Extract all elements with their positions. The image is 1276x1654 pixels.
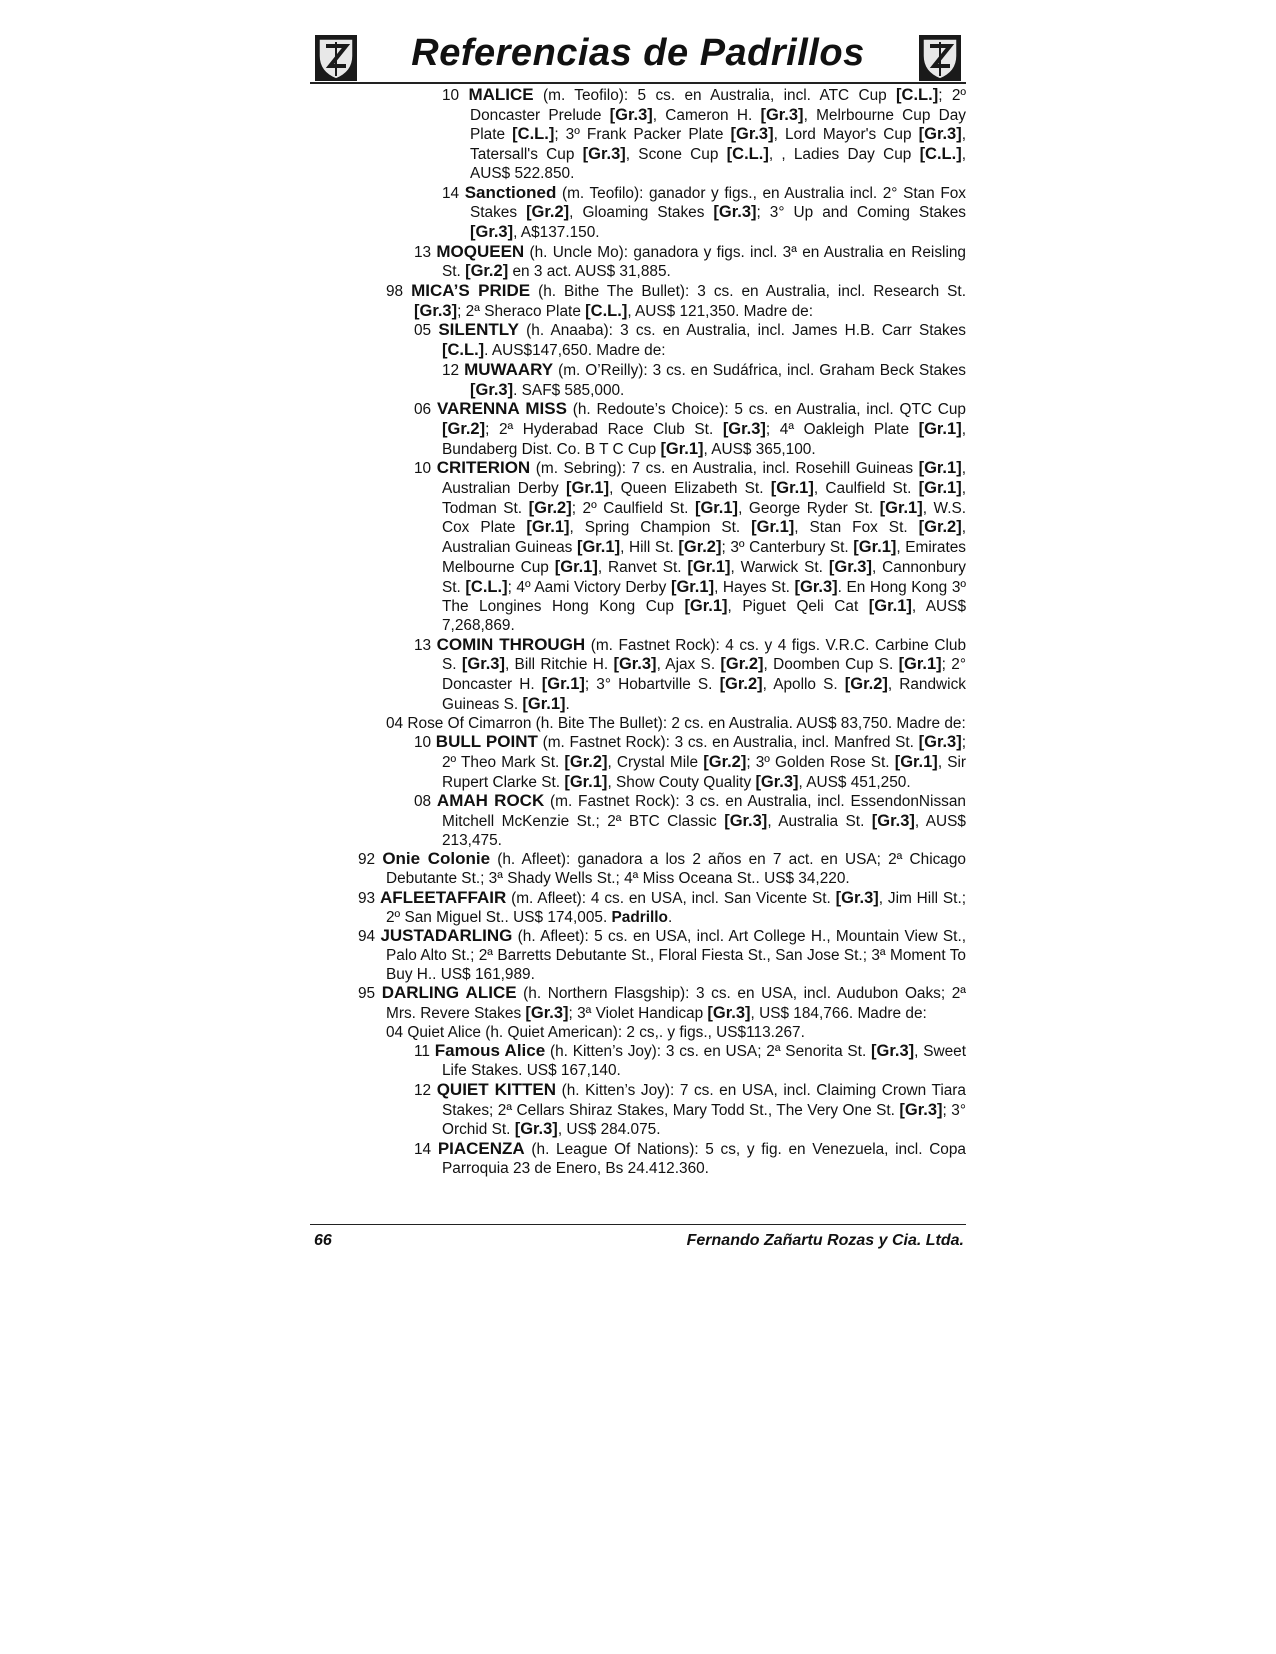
entry-text: 10 — [414, 460, 437, 478]
entry-text: ; 2ª Sheraco Plate — [457, 302, 586, 320]
logo-icon — [918, 34, 962, 82]
entry-text: , Jim Hill St.; 2º San Miguel St.. US$ 174,005. — [386, 889, 966, 926]
entry-text: , Bundaberg Dist. Co. B T C Cup — [442, 420, 966, 458]
entry-text: ; 3° Hobartville S. — [584, 676, 720, 694]
entry-text: , AUS$ 522.850. — [470, 146, 966, 182]
entry-text: 11 — [414, 1043, 435, 1061]
pedigree-entry — [358, 86, 966, 184]
horse-name: MUWAARY — [464, 359, 554, 379]
entry-text: , Warwick St. — [730, 558, 829, 576]
entry-text: , Australian Guineas — [442, 519, 966, 557]
entry-text: ; 2º Doncaster Prelude — [470, 87, 967, 124]
entry-text: , Piguet Qeli Cat — [727, 598, 869, 616]
horse-name: CRITERION — [436, 458, 531, 478]
entry-text: (m. Fastnet Rock): 4 cs. y 4 figs. V.R.C. Carbine Club S. — [442, 636, 966, 674]
entry-text: , Ajax S. — [656, 656, 721, 674]
entry-text: ; 2° Doncaster H. — [442, 656, 966, 694]
entry-text: ; 2º Theo Mark St. — [442, 734, 966, 771]
entry-text: . En Hong Kong 3º The Longines Hong Kong Cup — [442, 578, 967, 616]
entry-text: , Sir Rupert Clarke St. — [442, 753, 967, 791]
race-grade: [Gr.2] — [844, 675, 888, 694]
race-grade: [C.L.] — [585, 301, 628, 320]
race-grade: [Gr.2] — [678, 538, 722, 557]
race-grade: [Gr.3] — [470, 222, 514, 241]
entry-text: (h. League Of Nations): 5 cs, y fig. en Venezuela, incl. Copa Parroquia 23 de Enero, Bs 24.412.360. — [442, 1140, 966, 1177]
pedigree-entry — [358, 282, 966, 321]
race-grade: [C.L.] — [512, 125, 555, 144]
entry-text: , Cannonbury St. — [442, 558, 966, 596]
race-grade: [Gr.3] — [613, 655, 657, 674]
entry-text: 10 — [442, 87, 469, 104]
entry-text: , US$ 184,766. Madre de: — [750, 1005, 927, 1023]
race-grade: [Gr.2] — [918, 518, 962, 537]
entry-text: , Todman St. — [442, 480, 966, 517]
entry-text: , Stan Fox St. — [794, 519, 919, 537]
pedigree-entry — [358, 1140, 966, 1178]
entry-text: (h. Afleet): 5 cs. en USA, incl. Art College H., Mountain View St., Palo Alto St.; 2ª Barretts Debutante St., Floral Fiesta St., San Jose St.; 3ª Moment To Buy H.. US$ 161,989. — [386, 928, 966, 983]
race-grade: [C.L.] — [442, 341, 485, 360]
entry-text: ; 4º Aami Victory Derby — [507, 578, 671, 596]
entry-text: 13 — [414, 243, 437, 261]
race-grade: [Gr.1] — [564, 772, 608, 791]
race-grade: [Gr.3] — [730, 125, 774, 144]
race-grade: [C.L.] — [726, 145, 769, 164]
pedigree-entry — [358, 1024, 966, 1043]
entry-text: 14 — [442, 184, 465, 202]
pedigree-entry — [358, 321, 966, 360]
pedigree-entry — [358, 243, 966, 282]
entry-text: . — [667, 908, 673, 926]
pedigree-entry — [358, 889, 966, 927]
horse-name: Sanctioned — [464, 182, 557, 202]
entry-text: (m. Fastnet Rock): 3 cs. en Australia, incl. EssendonNissan Mitchell McKenzie St.; 2ª BTC Classic — [442, 793, 966, 831]
race-grade: [Gr.3] — [760, 105, 804, 124]
entry-text: , Sweet Life Stakes. US$ 167,140. — [442, 1043, 966, 1080]
race-grade: [Gr.2] — [703, 752, 747, 771]
entry-text: ; 4ª Oakleigh Plate — [765, 420, 919, 438]
pedigree-entry — [358, 792, 966, 850]
entry-text: , Hill St. — [620, 539, 679, 557]
entry-text: , US$ 284.075. — [557, 1121, 661, 1139]
race-grade: [C.L.] — [919, 145, 962, 164]
horse-name: AFLEETAFFAIR — [379, 887, 507, 907]
entry-text: 05 — [414, 322, 439, 340]
horse-name: MICA’S PRIDE — [411, 281, 531, 301]
race-grade: [Gr.1] — [918, 419, 962, 438]
pedigree-entry — [358, 733, 966, 792]
entry-text: (h. Afleet): ganadora a los 2 años en 7 act. en USA; 2ª Chicago Debutante St.; 3ª Shady Wells St.; 4ª Miss Oceana St.. US$ 34,220. — [386, 851, 966, 888]
entry-text: . SAF$ 585,000. — [513, 381, 625, 399]
race-grade: [Gr.1] — [684, 597, 728, 616]
race-grade: [Gr.1] — [868, 597, 912, 616]
race-grade: [Gr.3] — [722, 419, 766, 438]
entry-text: , Cameron H. — [652, 106, 761, 124]
entry-text: 92 — [358, 851, 383, 869]
entry-text: , Apollo S. — [762, 676, 845, 694]
race-grade: [Gr.3] — [918, 125, 962, 144]
horse-name: BULL POINT — [435, 732, 538, 752]
race-grade: [Gr.3] — [713, 203, 757, 222]
entry-text: , Tatersall's Cup — [470, 126, 966, 164]
entry-text: ; 3ª Violet Handicap — [568, 1005, 708, 1023]
entry-text: ; 3° Orchid St. — [442, 1101, 966, 1139]
race-grade: [Gr.3] — [609, 105, 653, 124]
race-grade: [Gr.3] — [470, 380, 514, 399]
page-number: 66 — [314, 1232, 332, 1249]
entry-text: , Gloaming Stakes — [569, 204, 714, 222]
entry-text: ; 3º Frank Packer Plate — [554, 126, 731, 144]
race-grade: [Gr.2] — [719, 675, 763, 694]
entry-text: , AUS$ 121,350. Madre de: — [627, 302, 813, 320]
entry-text: , Spring Champion St. — [569, 519, 752, 537]
horse-name: MOQUEEN — [436, 241, 525, 261]
entry-text: 93 — [358, 889, 380, 907]
race-grade: [Gr.3] — [755, 772, 799, 791]
race-grade: [Gr.3] — [871, 812, 915, 831]
horse-name: COMIN THROUGH — [436, 634, 586, 654]
entry-text: , A$137.150. — [513, 223, 600, 241]
entry-text: ; 3º Canterbury St. — [721, 539, 854, 557]
horse-name: Famous Alice — [434, 1041, 546, 1061]
footer-rule — [310, 1224, 966, 1225]
entry-text: , Crystal Mile — [607, 753, 704, 771]
entry-text: , Emirates Melbourne Cup — [442, 539, 966, 576]
entry-text: . AUS$147,650. Madre de: — [484, 342, 666, 360]
page-header — [310, 30, 966, 86]
horse-name: Onie Colonie — [382, 849, 491, 869]
entry-text: (h. Anaaba): 3 cs. en Australia, incl. James H.B. Carr Stakes — [518, 322, 966, 340]
pedigree-entry — [358, 715, 966, 734]
entry-text: , , Ladies Day Cup — [768, 146, 920, 164]
race-grade: [Gr.2] — [526, 203, 570, 222]
race-grade: [Gr.1] — [670, 577, 715, 596]
horse-name: DARLING ALICE — [381, 983, 517, 1003]
entry-text: (m. Teofilo): ganador y figs., en Australia incl. 2° Stan Fox Stakes — [470, 184, 966, 222]
race-grade: [Gr.3] — [514, 1120, 558, 1139]
race-grade: [Gr.2] — [564, 752, 608, 771]
entry-text: , Doomben Cup S. — [763, 656, 899, 674]
entry-text: , AUS$ 213,475. — [442, 813, 966, 849]
race-grade: [Gr.1] — [522, 694, 566, 713]
entry-text: , Hayes St. — [714, 578, 795, 596]
race-grade: [Gr.3] — [794, 577, 838, 596]
entry-text: , AUS$ 365,100. — [703, 440, 816, 458]
pedigree-entry — [358, 184, 966, 243]
horse-name: SILENTLY — [438, 320, 519, 340]
race-grade: [Gr.2] — [720, 655, 764, 674]
race-grade: [Gr.1] — [898, 655, 942, 674]
race-grade: [Gr.1] — [879, 498, 923, 517]
entry-text: ; 3° Up and Coming Stakes — [756, 204, 966, 222]
race-grade: [Gr.2] — [465, 262, 509, 281]
race-grade: [Gr.1] — [853, 538, 897, 557]
pedigree-entry — [358, 1042, 966, 1080]
entry-text: (m. Sebring): 7 cs. en Australia, incl. Rosehill Guineas — [530, 460, 919, 478]
pedigree-entry — [358, 927, 966, 984]
pedigree-entry — [358, 850, 966, 888]
entry-text: (m. Afleet): 4 cs. en USA, incl. San Vicente St. — [506, 889, 836, 907]
entry-text: 04 Rose Of Cimarron (h. Bite The Bullet): 2 cs. en Australia. AUS$ 83,750. Madre de: — [386, 714, 966, 732]
entry-text: ; 2ª Hyderabad Race Club St. — [485, 420, 723, 438]
race-grade: [Gr.3] — [414, 301, 458, 320]
race-grade: [Gr.3] — [918, 733, 962, 752]
race-grade: [Gr.3] — [724, 812, 768, 831]
race-grade: [Gr.3] — [828, 557, 872, 576]
race-grade: [Gr.1] — [526, 518, 570, 537]
entry-text: , AUS$ 7,268,869. — [442, 598, 966, 634]
entry-text: 08 — [414, 793, 437, 811]
race-grade: [Gr.1] — [751, 518, 795, 537]
race-grade: [Gr.3] — [835, 888, 879, 907]
race-grade: [Gr.3] — [899, 1100, 943, 1119]
entry-text: 98 — [386, 283, 412, 301]
entry-text: , George Ryder St. — [738, 499, 880, 517]
race-grade: [Gr.1] — [694, 498, 739, 517]
entry-text: (m. O’Reilly): 3 cs. en Sudáfrica, incl. Graham Beck Stakes — [553, 361, 966, 379]
pedigree-entry — [358, 636, 966, 715]
horse-name: JUSTADARLING — [380, 926, 513, 946]
entry-text: 94 — [358, 928, 381, 946]
entry-text: (h. Kitten’s Joy): 3 cs. en USA; 2ª Senorita St. — [545, 1043, 872, 1061]
race-grade: [Gr.1] — [687, 557, 731, 576]
entry-text: , Scone Cup — [625, 146, 727, 164]
entry-text: en 3 act. AUS$ 31,885. — [508, 263, 671, 281]
horse-name: VARENNA MISS — [436, 399, 567, 419]
entry-text: , Queen Elizabeth St. — [609, 480, 771, 498]
entry-text: (h. Northern Flasgship): 3 cs. en USA, incl. Audubon Oaks; 2ª Mrs. Revere Stakes — [386, 985, 966, 1023]
race-grade: [C.L.] — [896, 86, 939, 104]
horse-name: QUIET KITTEN — [436, 1079, 557, 1099]
race-grade: [Gr.3] — [707, 1004, 751, 1023]
race-grade: [Gr.1] — [660, 439, 704, 458]
entry-text: . — [565, 695, 570, 713]
header-rule — [310, 82, 966, 84]
race-grade: [Gr.3] — [525, 1004, 569, 1023]
entry-text: 10 — [414, 734, 436, 752]
race-grade: [Gr.1] — [554, 557, 598, 576]
race-grade: [Gr.1] — [576, 538, 621, 557]
entry-text: 12 — [414, 1081, 437, 1099]
race-grade: [Gr.2] — [528, 498, 572, 517]
page-title: Referencias de Padrillos — [411, 32, 865, 74]
race-grade: [Gr.3] — [461, 655, 505, 674]
entry-text: (h. Kitten’s Joy): 7 cs. en USA, incl. Claiming Crown Tiara Stakes; 2ª Cellars Shiraz Stakes, Mary Todd St., The Very One St. — [442, 1081, 966, 1119]
entry-text: 12 — [442, 361, 465, 379]
horse-name: PIACENZA — [437, 1138, 525, 1158]
entry-text: 13 — [414, 636, 437, 654]
entry-text: , Bill Ritchie H. — [504, 656, 614, 674]
entry-text: , Show Couty Quality — [607, 773, 756, 791]
entry-text: (h. Bithe The Bullet): 3 cs. en Australia, incl. Research St. — [530, 283, 966, 301]
race-grade: [Gr.1] — [541, 675, 585, 694]
horse-name: AMAH ROCK — [436, 791, 545, 811]
pedigree-entry — [358, 459, 966, 635]
entry-text: 95 — [358, 985, 382, 1003]
entry-text: (h. Redoute’s Choice): 5 cs. en Australia, incl. QTC Cup — [566, 401, 966, 419]
entry-text: , Randwick Guineas S. — [442, 676, 966, 713]
entry-text: , Ranvet St. — [597, 558, 688, 576]
entry-text: (m. Fastnet Rock): 3 cs. en Australia, incl. Manfred St. — [537, 734, 919, 752]
entry-text: , Lord Mayor's Cup — [773, 126, 919, 144]
entry-text: ; 2º Caulfield St. — [571, 499, 695, 517]
entry-text: 14 — [414, 1140, 438, 1158]
race-grade: [Gr.2] — [442, 419, 486, 438]
entry-text: , Melrbourne Cup Day Plate — [470, 106, 966, 144]
race-grade: [Gr.1] — [566, 479, 610, 498]
entry-text: 04 Quiet Alice (h. Quiet American): 2 cs,. y figs., US$113.267. — [386, 1023, 805, 1041]
entry-text: , AUS$ 451,250. — [798, 773, 911, 791]
pedigree-entry — [358, 400, 966, 459]
entry-text: ; 3º Golden Rose St. — [746, 753, 895, 771]
publisher-name: Fernando Zañartu Rozas y Cia. Ltda. — [686, 1232, 964, 1249]
race-grade: [Gr.1] — [918, 459, 962, 478]
race-grade: [C.L.] — [465, 577, 508, 596]
entry-text: , Australia St. — [767, 813, 872, 831]
race-grade: [Gr.3] — [582, 145, 626, 164]
entry-text: (m. Teofilo): 5 cs. en Australia, incl. ATC Cup — [533, 87, 897, 104]
status-label: Padrillo — [611, 908, 668, 926]
race-grade: [Gr.1] — [770, 479, 814, 498]
pedigree-list — [358, 86, 966, 1178]
race-grade: [Gr.1] — [918, 479, 962, 498]
entry-text: , W.S. Cox Plate — [442, 499, 967, 537]
entry-text: , Australian Derby — [442, 460, 966, 498]
pedigree-entry — [358, 984, 966, 1023]
horse-name: MALICE — [468, 85, 534, 104]
race-grade: [Gr.1] — [894, 752, 938, 771]
pedigree-entry — [358, 361, 966, 400]
entry-text: , Caulfield St. — [813, 480, 919, 498]
entry-text: 06 — [414, 401, 437, 419]
race-grade: [Gr.3] — [871, 1042, 915, 1061]
entry-text: (h. Uncle Mo): ganadora y figs. incl. 3ª en Australia en Reisling St. — [442, 243, 966, 281]
pedigree-entry — [358, 1081, 966, 1140]
